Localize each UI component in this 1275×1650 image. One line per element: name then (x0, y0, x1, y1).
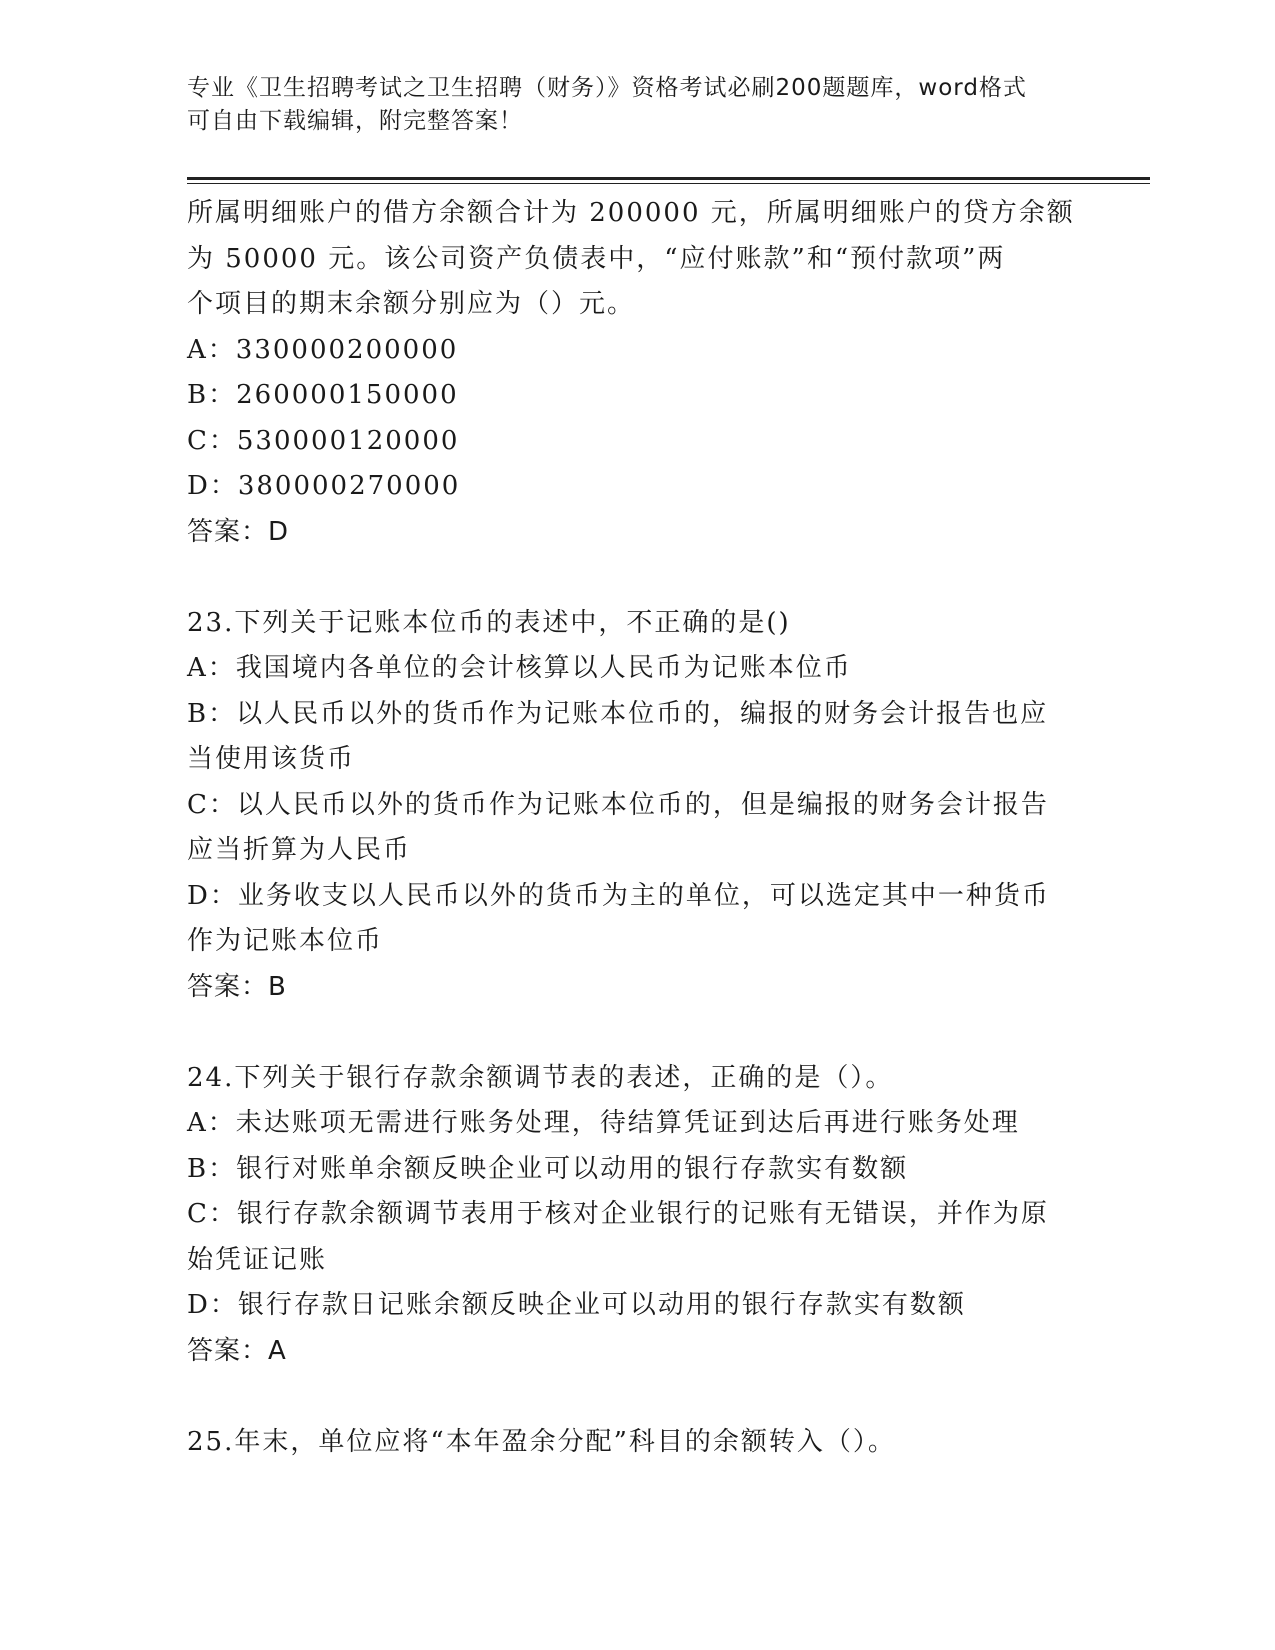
option-a: A：330000200000 (187, 334, 459, 365)
question-stem-line: 个项目的期末余额分别应为（）元。 (187, 289, 636, 319)
option-d: D：银行存款日记账余额反映企业可以动用的银行存款实有数额 (187, 1290, 966, 1320)
option-b: B：260000150000 (187, 380, 459, 410)
question-content (187, 191, 1087, 1465)
header-divider-thick (187, 177, 1150, 180)
question-stem: 23.下列关于记账本位币的表述中，不正确的是() (187, 607, 791, 638)
option-c-continued: 始凭证记账 (187, 1244, 328, 1275)
question-stem: 25.年末，单位应将“本年盈余分配”科目的余额转入（）。 (187, 1426, 896, 1457)
answer-label: 答案：A (187, 1335, 287, 1366)
question-stem-line: 所属明细账户的借方余额合计为 200000 元，所属明细账户的贷方余额 (187, 198, 1075, 228)
option-d-continued: 作为记账本位币 (187, 926, 384, 956)
option-d: D：380000270000 (187, 471, 461, 501)
option-c: C：530000120000 (187, 425, 460, 456)
question-stem-line: 为 50000 元。该公司资产负债表中，“应付账款”和“预付款项”两 (187, 243, 1006, 274)
answer-label: 答案：D (187, 516, 290, 547)
header-title-line-1: 专业《卫生招聘考试之卫生招聘（财务）》资格考试必刷200题题库，word格式 (187, 75, 1027, 101)
header-divider-thin (187, 183, 1150, 184)
question-25 (187, 1420, 1087, 1466)
question-22 (187, 191, 1087, 555)
option-b: B：银行对账单余额反映企业可以动用的银行存款实有数额 (187, 1153, 909, 1184)
option-c: C：银行存款余额调节表用于核对企业银行的记账有无错误，并作为原 (187, 1199, 1049, 1229)
spacer (187, 1374, 1087, 1420)
option-a: A：我国境内各单位的会计核算以人民币为记账本位币 (187, 653, 852, 683)
question-stem: 24.下列关于银行存款余额调节表的表述，正确的是（）。 (187, 1062, 894, 1093)
answer-label: 答案：B (187, 971, 287, 1002)
spacer (187, 555, 1087, 601)
spacer (187, 1010, 1087, 1056)
question-23 (187, 601, 1087, 1011)
option-c: C：以人民币以外的货币作为记账本位币的，但是编报的财务会计报告 (187, 789, 1049, 820)
option-b: B：以人民币以外的货币作为记账本位币的，编报的财务会计报告也应 (187, 698, 1049, 729)
header-title-line-2: 可自由下载编辑，附完整答案！ (187, 108, 523, 134)
option-b-continued: 当使用该货币 (187, 744, 356, 774)
question-24 (187, 1056, 1087, 1375)
document-header (187, 72, 1067, 138)
option-c-continued: 应当折算为人民币 (187, 835, 412, 865)
option-a: A：未达账项无需进行账务处理，待结算凭证到达后再进行账务处理 (187, 1108, 1020, 1138)
option-d: D：业务收支以人民币以外的货币为主的单位，可以选定其中一种货币 (187, 880, 1050, 911)
